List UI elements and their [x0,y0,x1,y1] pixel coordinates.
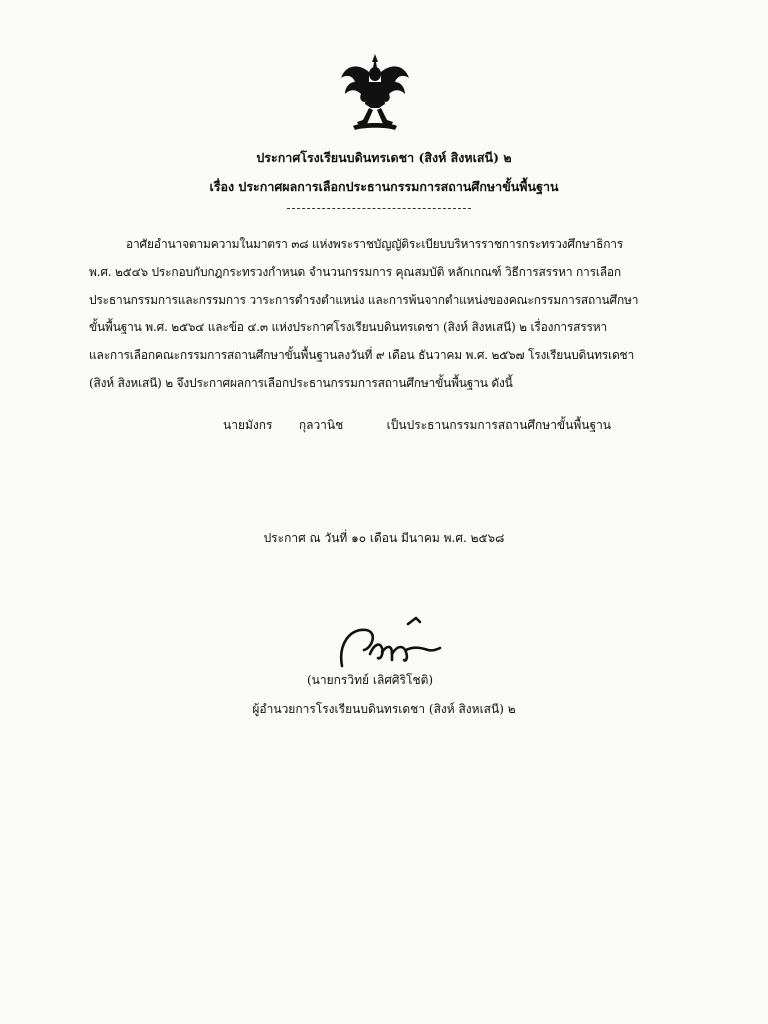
chair-role: เป็นประธานกรรมการสถานศึกษาขั้นพื้นฐาน [386,418,612,432]
chairperson-result [223,416,611,435]
body-line: ขั้นพื้นฐาน พ.ศ. ๒๕๖๔ และข้อ ๔.๓ แห่งประกาศโรงเรียนบดินทรเดชา (สิงห์ สิงหเสนี) ๒ เรื่องการสรรหา [89,320,608,334]
body-line: (สิงห์ สิงหเสนี) ๒ จึงประกาศผลการเลือกประธานกรรมการสถานศึกษาขั้นพื้นฐาน ดังนี้ [89,376,513,390]
signer-name: (นายกรวิทย์ เลิศศิริโชติ) [307,673,434,687]
body-line: และการเลือกคณะกรรมการสถานศึกษาขั้นพื้นฐานลงวันที่ ๙ เดือน ธันวาคม พ.ศ. ๒๕๖๗ โรงเรียนบดินทรเดชา [89,348,635,362]
body-line: พ.ศ. ๒๕๔๖ ประกอบกับกฎกระทรวงกำหนด จำนวนกรรมการ คุณสมบัติ หลักเกณฑ์ วิธีการสรรหา การเลือก [89,265,621,279]
chair-first-name: นายมังกร [223,418,273,432]
announcement-date: ประกาศ ณ วันที่ ๑๐ เดือน มีนาคม พ.ศ. ๒๕๖๘ [263,531,505,545]
announcement-title: ประกาศโรงเรียนบดินทรเดชา (สิงห์ สิงหเสนี) ๒ [256,150,512,165]
body-line: อาศัยอำนาจตามความในมาตรา ๓๘ แห่งพระราชบัญญัติระเบียบบริหารราชการกระทรวงศึกษาธิการ [126,237,624,251]
chair-last-name: กุลวานิช [298,418,344,432]
title-divider [287,208,471,209]
signer-position: ผู้อำนวยการโรงเรียนบดินทรเดชา (สิงห์ สิงหเสนี) ๒ [252,702,516,716]
body-line: ประธานกรรมการและกรรมการ วาระการดำรงตำแหน่ง และการพ้นจากตำแหน่งของคณะกรรมการสถานศึกษา [89,293,639,307]
handwritten-signature [336,614,446,674]
announcement-subject: เรื่อง ประกาศผลการเลือกประธานกรรมการสถานศึกษาขั้นพื้นฐาน [209,179,559,194]
garuda-emblem-icon [339,52,411,132]
